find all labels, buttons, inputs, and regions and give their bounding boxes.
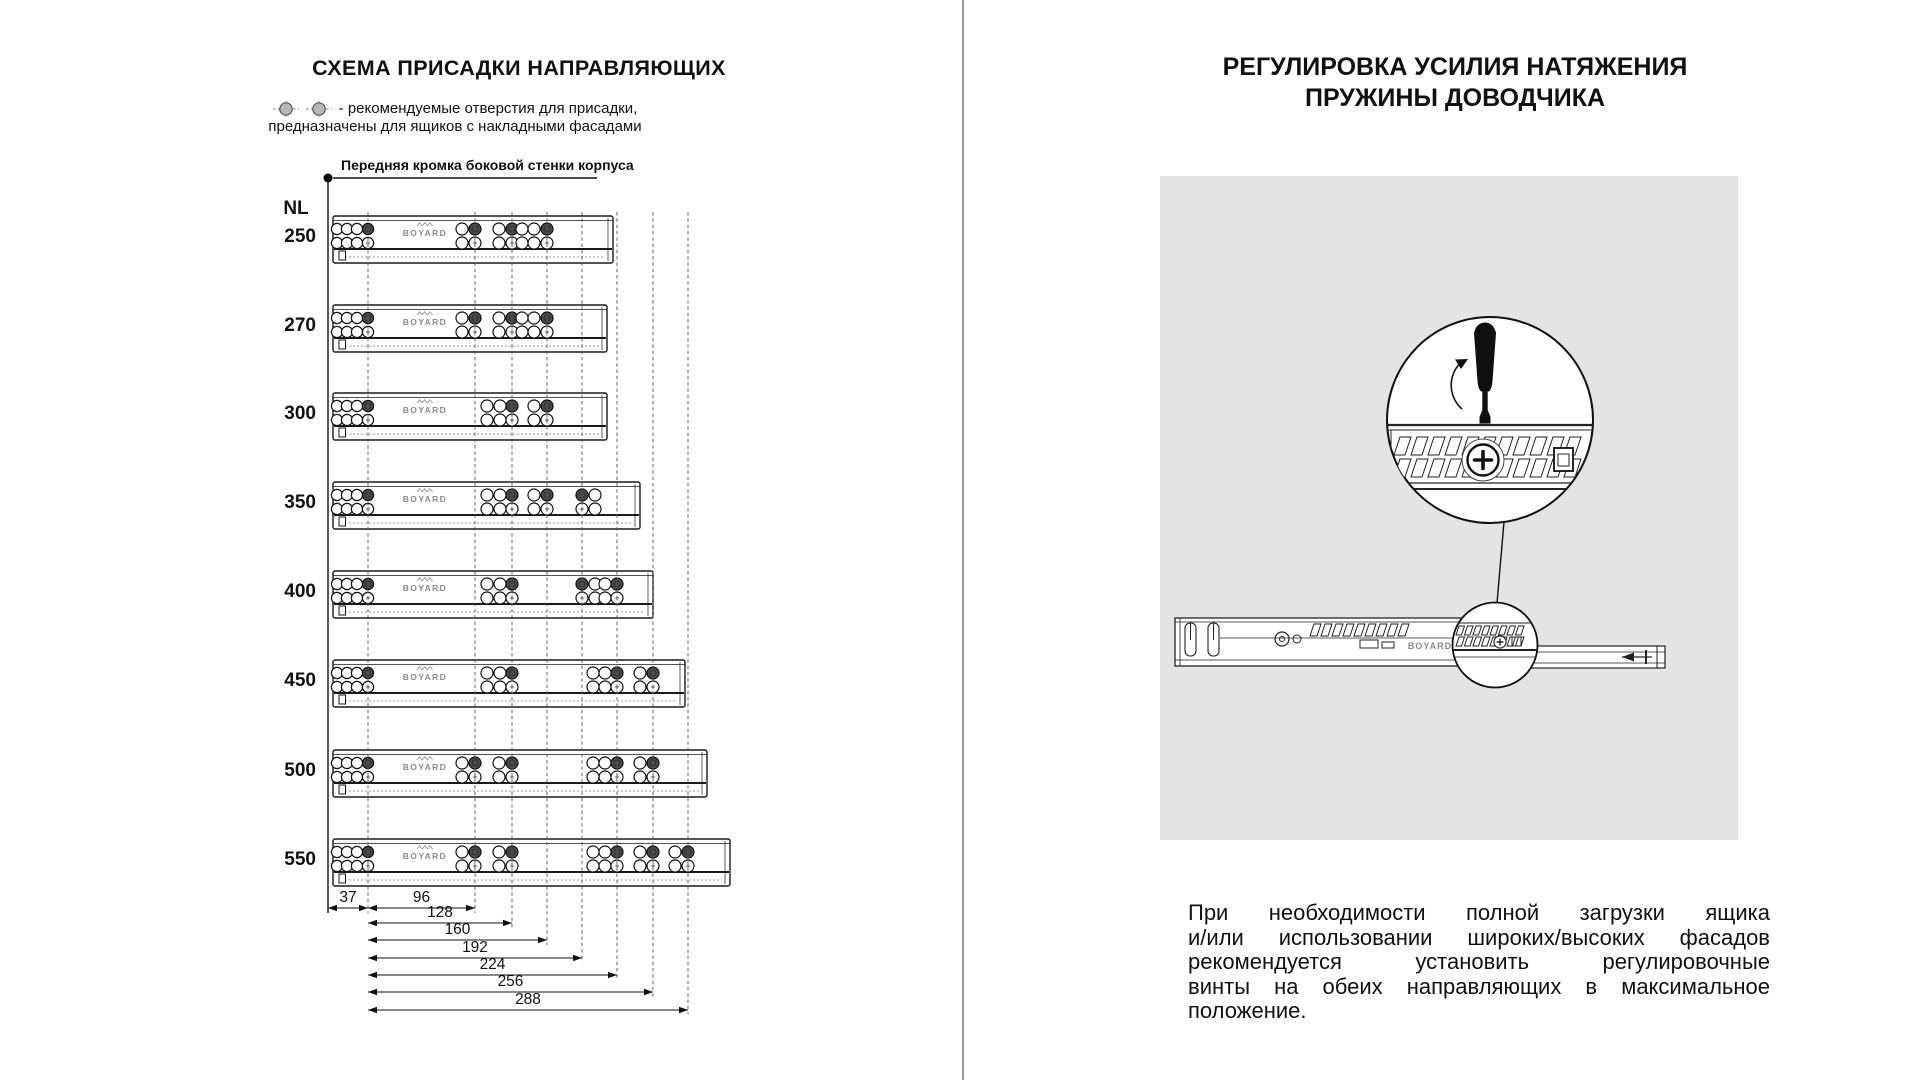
right-title-line2: ПРУЖИНЫ ДОВОДЧИКА [1304,84,1606,112]
dimension-288 [368,991,688,1013]
nl-value-label: 300 [284,403,316,424]
closer-spring-adjustment-illustration [1160,176,1738,840]
dimension-value: 288 [515,991,541,1008]
recommendation-paragraph [1188,901,1770,1024]
dimension-192 [368,939,582,961]
nl-value-label: 250 [284,226,316,247]
dimension-value: 256 [497,973,524,990]
nl-value-label: 400 [284,581,316,602]
nl-value-label: 500 [284,760,316,781]
dimension-value: 192 [462,939,488,956]
brand-logo: BOYARD [402,228,448,238]
magnifier-connector-line [1497,522,1504,603]
paragraph-line: винты на обеих направляющих в максимальное [1188,973,1770,999]
left-panel-title: СХЕМА ПРИСАДКИ НАПРАВЛЯЮЩИХ [312,56,726,80]
dimension-value: 224 [479,956,506,973]
spring-hatch-strip [1310,624,1409,636]
legend-text-2: предназначены для ящиков с накладными фасадами [268,118,642,135]
brand-logo: BOYARD [402,672,448,682]
brand-logo: BOYARD [402,583,448,593]
rail-row-350 [331,482,640,529]
paragraph-line: рекомендуется установить регулировочные [1188,949,1770,975]
rail-row-270 [331,305,607,352]
nl-value-label: 270 [284,315,316,336]
rail-row-500 [331,750,707,797]
rail-row-300 [331,393,607,440]
legend-text-1: - рекомендуемые отверстия для присадки, [338,100,638,117]
front-edge-dot [324,174,333,183]
brand-logo: BOYARD [402,851,448,861]
right-title-line1: РЕГУЛИРОВКА УСИЛИЯ НАТЯЖЕНИЯ [1222,53,1688,81]
dimension-224 [368,956,617,978]
brand-logo: BOYARD [402,762,448,772]
panel-divider [962,0,964,1080]
right-panel-title [1163,52,1747,114]
nl-value-label: 350 [284,492,316,513]
front-edge-label: Передняя кромка боковой стенки корпуса [341,157,634,173]
paragraph-line: и/или использовании широких/высоких фасадов [1188,924,1770,950]
brand-logo: BOYARD [402,494,448,504]
dimension-value: 96 [412,889,431,906]
rail-row-400 [331,571,653,618]
rail-row-250 [331,216,613,263]
dimension-37 [328,889,368,911]
dimension-160 [368,921,547,943]
rail-row-550 [331,839,730,886]
dimension-128 [368,904,512,926]
brand-logo: BOYARD [402,317,448,327]
latch-block [1554,448,1573,471]
nl-value-label: 450 [284,670,316,691]
dimension-value: 160 [444,921,471,938]
paragraph-line: положение. [1188,998,1307,1024]
brand-logo: BOYARD [402,405,448,415]
paragraph-line: При необходимости полной загрузки ящика [1188,900,1770,925]
adjustment-illustration-panel [1160,176,1738,840]
dimension-value: 37 [339,889,357,906]
dimension-value: 128 [427,904,453,921]
brand-logo: BOYARD [1407,641,1453,651]
nl-value-label: 550 [284,849,316,870]
rail-row-450 [331,660,685,707]
dimension-96 [368,889,475,911]
nl-header-label: NL [283,198,309,219]
